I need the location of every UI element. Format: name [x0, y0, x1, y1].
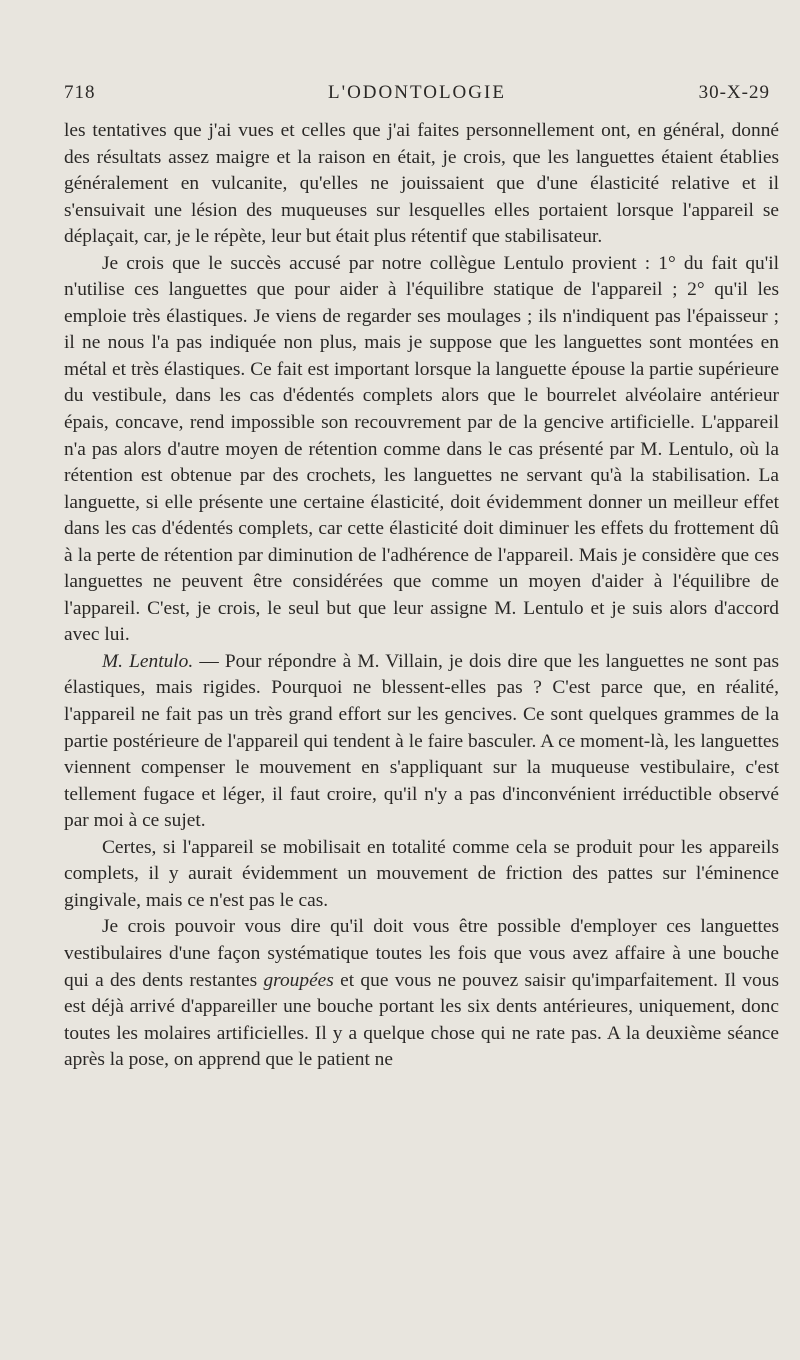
running-title: L'ODONTOLOGIE: [328, 82, 506, 103]
paragraph-text: Je crois pouvoir vous dire qu'il doit vous être possible d'employer ces languettes vestibulaires d'une façon systématique toutes les fois que vous avez affaire à une bouche qui a des dents restantes: [64, 916, 779, 991]
speaker-name: M. Lentulo.: [102, 650, 194, 672]
paragraph: [64, 649, 779, 835]
page-number: 718: [64, 82, 96, 103]
emphasis-word: groupées: [263, 969, 334, 991]
paragraph: [64, 914, 779, 1073]
page-header: [64, 82, 770, 106]
paragraph: Je crois que le succès accusé par notre collègue Lentulo provient : 1° du fait qu'il n'utilise ces languettes que pour aider à l'équilibre statique de l'appareil ; 2° qu'il les emploie très élastiques. Je viens de regarder ses moulages ; ils n'indiquent pas l'épaisseur ; il ne nous l'a pas indiquée non plus, mais je suppose que les languettes sont montées en métal et très élastiques. Ce fait est important lorsque la languette épouse la partie supérieure du vestibule, dans les cas d'édentés complets alors que le bourrelet alvéolaire antérieur épais, concave, rend impossible son recouvrement par de la gencive artificielle. L'appareil n'a pas alors d'autre moyen de rétention comme dans le cas présenté par M. Lentulo, où la rétention est obtenue par des crochets, les languettes ne servant qu'à la stabilisation. La languette, si elle présente une certaine élasticité, doit évidemment donner un meilleur effet dans les cas d'édentés complets, car cette élasticité doit diminuer les effets du frottement dû à la perte de rétention par diminution de l'adhérence de l'appareil. Mais je considère que ces languettes ne peuvent être considérées que comme un moyen d'aider à l'équilibre de l'appareil. C'est, je crois, le seul but que leur assigne M. Lentulo et je suis alors d'accord avec lui.: [64, 252, 779, 646]
paragraph: les tentatives que j'ai vues et celles que j'ai faites personnellement ont, en général, donné des résultats assez maigre et la raison en était, je crois, que les languettes étaient établies généralement en vulcanite, qu'elles ne jouissaient que d'une élasticité relative et il s'ensuivait une lésion des muqueuses sur lesquelles elles portaient lorsque l'appareil se déplaçait, car, je le répète, leur but était plus rétentif que stabilisateur.: [64, 120, 779, 248]
paragraph: Certes, si l'appareil se mobilisait en totalité comme cela se produit pour les appareils complets, il y aurait évidemment un mouvement de friction des pattes sur l'éminence gingivale, mais ce n'est pas le cas.: [64, 836, 779, 911]
body-text: [64, 118, 779, 1074]
paragraph-text: — Pour répondre à M. Villain, je dois dire que les languettes ne sont pas élastiques, mais rigides. Pourquoi ne blessent-elles pas ? C'est parce que, en réalité, l'appareil ne fait pas un très grand effort sur les gencives. Ce sont quelques grammes de la partie postérieure de l'appareil qui tendent à le faire basculer. A ce moment-là, les languettes viennent compenser le mouvement en s'appliquant sur la muqueuse vestibulaire, c'est tellement fugace et léger, il faut croire, qu'il n'y a pas d'inconvénient irréductible observé par moi à ce sujet.: [64, 650, 779, 832]
issue-date: 30-X-29: [698, 82, 770, 103]
paragraph-text: et que vous ne pouvez saisir qu'imparfaitement. Il vous est déjà arrivé d'appareiller une bouche portant les six dents antérieures, uniquement, donc toutes les molaires artificielles. Il y a quelque chose qui ne rate pas. A la deuxième séance après la pose, on apprend que le patient ne: [64, 969, 779, 1071]
